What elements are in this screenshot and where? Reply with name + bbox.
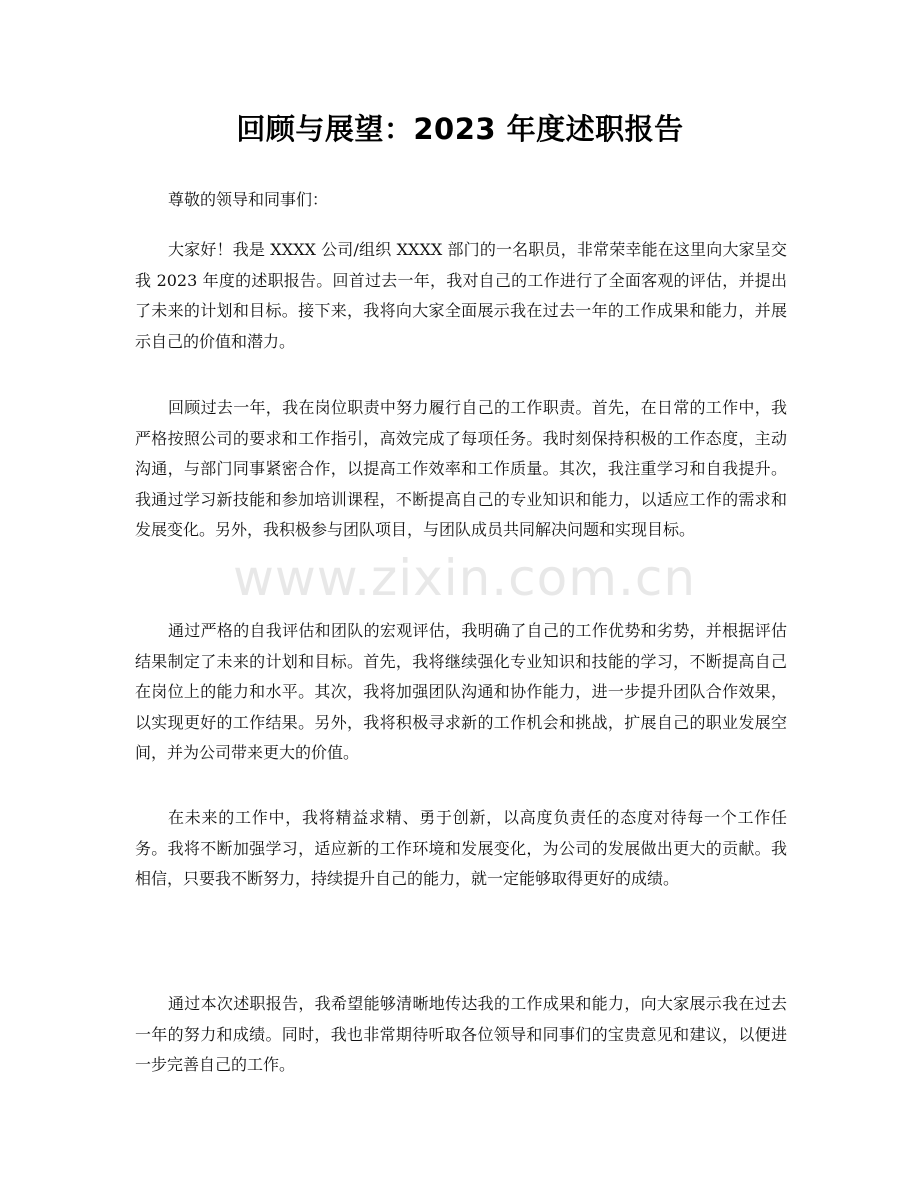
paragraph-closing: 通过本次述职报告，我希望能够清晰地传达我的工作成果和能力，向大家展示我在过去一年的努力和成绩。同时，我也非常期待听取各位领导和同事们的宝贵意见和建议，以便进一步完善自己的工作。: [135, 994, 787, 1074]
document-title: 回顾与展望：2023 年度述职报告: [236, 112, 684, 146]
watermark: www.zixin.com.cn: [233, 549, 697, 607]
paragraph-review: 回顾过去一年，我在岗位职责中努力履行自己的工作职责。首先，在日常的工作中，我严格按照公司的要求和工作指引，高效完成了每项任务。我时刻保持积极的工作态度，主动沟通，与部门同事紧密合作，以提高工作效率和工作质量。其次，我注重学习和自我提升。我通过学习新技能和参加培训课程，不断提高自己的专业知识和能力，以适应工作的需求和发展变化。另外，我积极参与团队项目，与团队成员共同解决问题和实现目标。: [135, 398, 787, 539]
paragraph-future: 在未来的工作中，我将精益求精、勇于创新，以高度负责任的态度对待每一个工作任务。我将不断加强学习，适应新的工作环境和发展变化，为公司的发展做出更大的贡献。我相信，只要我不断努力，持续提升自己的能力，就一定能够取得更好的成绩。: [135, 808, 787, 888]
paragraph-intro: 大家好！我是 XXXX 公司/组织 XXXX 部门的一名职员，非常荣幸能在这里向大家呈交我 2023 年度的述职报告。回首过去一年，我对自己的工作进行了全面客观的评估，并提出了未来的计划和目标。接下来，我将向大家全面展示我在过去一年的工作成果和能力，并展示自己的价值和潜力。: [135, 240, 787, 351]
salutation: 尊敬的领导和同事们：: [168, 190, 329, 209]
paragraph-evaluation: 通过严格的自我评估和团队的宏观评估，我明确了自己的工作优势和劣势，并根据评估结果制定了未来的计划和目标。首先，我将继续强化专业知识和技能的学习，不断提高自己在岗位上的能力和水平。其次，我将加强团队沟通和协作能力，进一步提升团队合作效果，以实现更好的工作结果。另外，我将积极寻求新的工作机会和挑战，扩展自己的职业发展空间，并为公司带来更大的价值。: [135, 621, 787, 762]
